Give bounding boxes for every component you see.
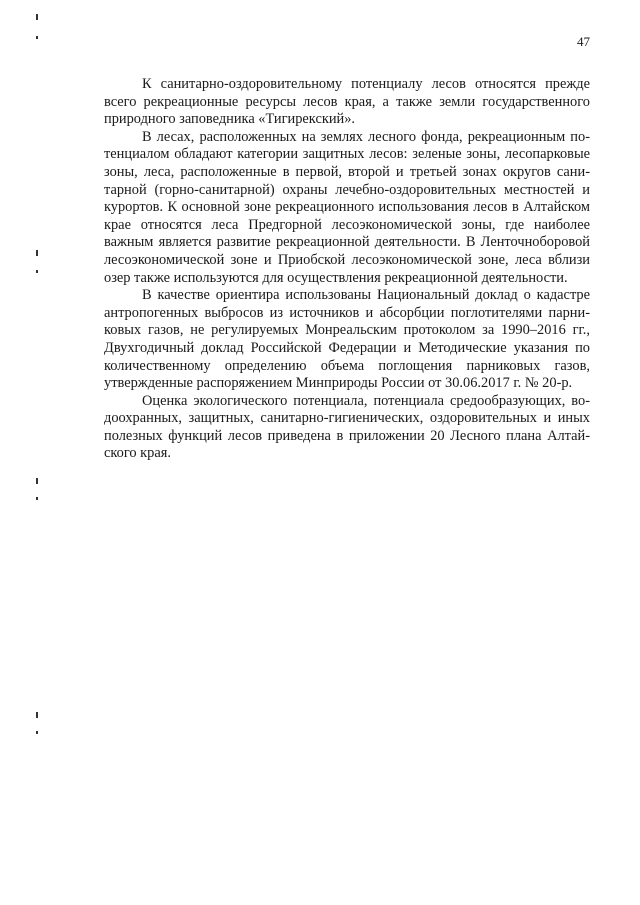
scan-mark — [36, 731, 38, 734]
scan-mark — [36, 36, 38, 39]
scan-mark — [36, 14, 38, 20]
scan-mark — [36, 497, 38, 500]
scan-mark — [36, 478, 38, 484]
document-body — [104, 76, 590, 463]
paragraph-recreational-forests: В лесах, расположенных на землях лесного фонда, рекреационным потенциалом обладают категории защитных лесов: зеленые зоны, лесопарковые зоны, леса, расположенные в первой, второй и третьей зонах округов санитарной (горно-санитарной) охраны лечебно-оздоровительных местностей и курортов. К основной зоне рекреационного использования лесов в Алтайском крае относятся леса Предгорной лесоэкономической зоны, где наиболее важным является развитие рекреационной деятельности. В Ленточноборовой лесоэкономической зоне и Приобской лесоэкономической зоне, леса вблизи озер также используются для осуществления рекреационной деятельности. — [104, 128, 590, 286]
paragraph-sanitary-potential: К санитарно-оздоровительному потенциалу лесов относятся прежде всего рекреационные ресурсы лесов края, а также земли государственного природного заповедника «Тигирекский». — [104, 76, 590, 128]
scan-mark — [36, 270, 38, 273]
page-number: 47 — [577, 34, 590, 49]
paragraph-reference-documents: В качестве ориентира использованы Национальный доклад о кадастре антропогенных выбросов из источников и абсорбции поглотителями парниковых газов, не регулируемых Монреальским протоколом за 1990–2016 гг., Двухгодичный доклад Российской Федерации и Методические указания по количественному определению объема поглощения парниковых газов, утвержденные распоряжением Минприроды России от 30.06.2017 г. № 20-р. — [104, 287, 590, 392]
paragraph-ecological-assessment: Оценка экологического потенциала, потенциала средообразующих, водоохранных, защитных, санитарно-гигиенических, оздоровительных и иных полезных функций лесов приведена в приложении 20 Лесного плана Алтайского края. — [104, 392, 590, 462]
scan-mark — [36, 712, 38, 718]
scan-mark — [36, 250, 38, 256]
